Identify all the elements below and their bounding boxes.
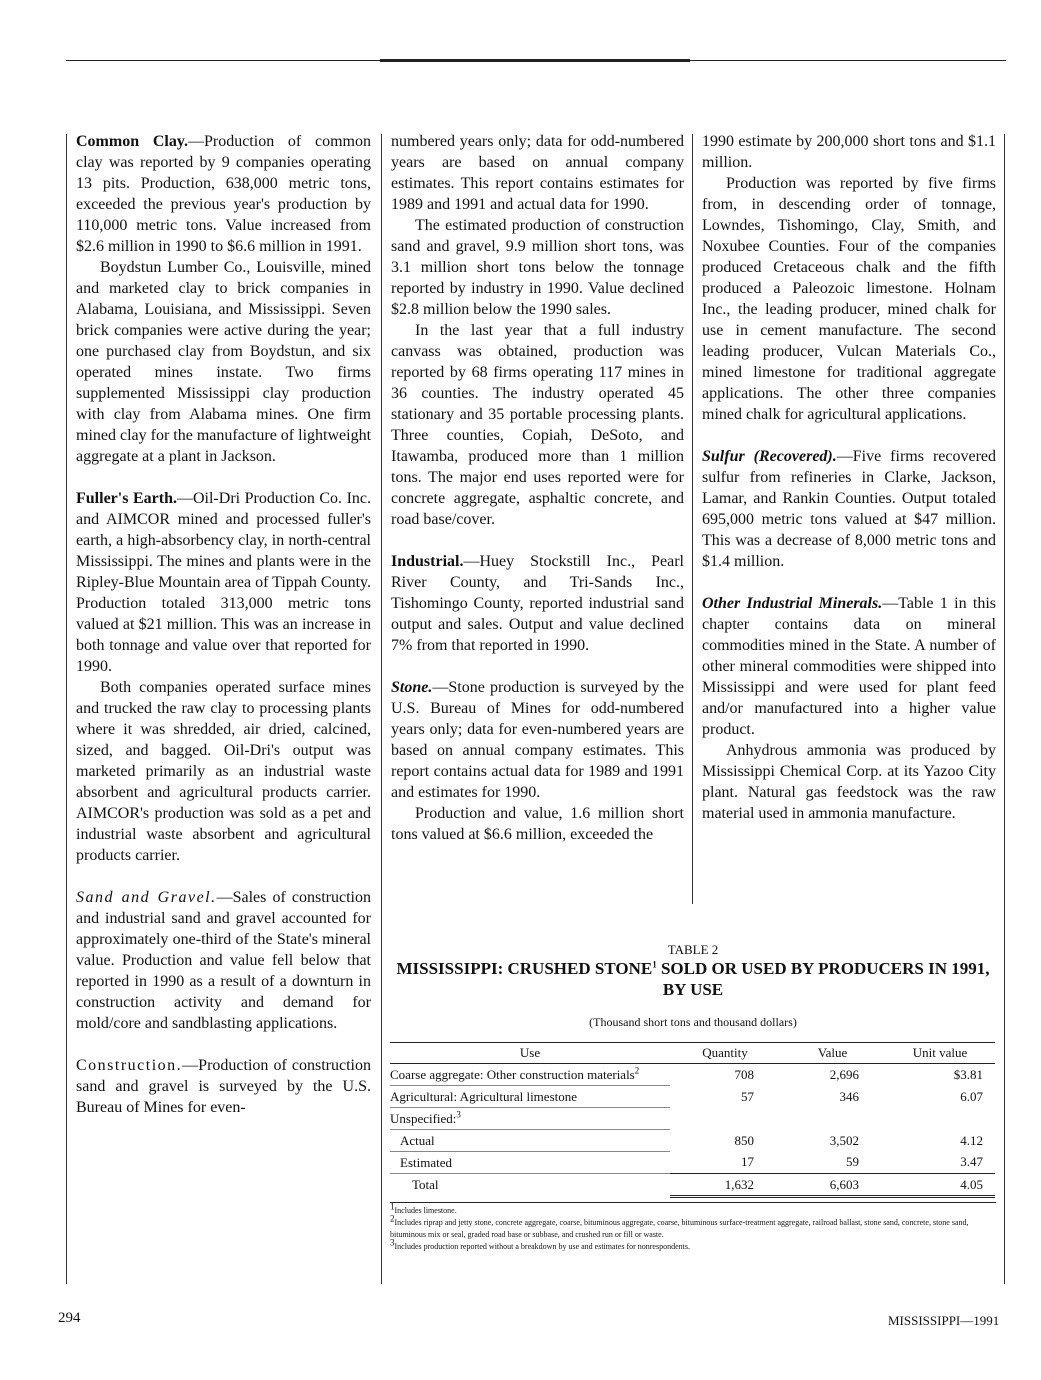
stone-para-4: Production was reported by five firms from, in descending order of tonnage, Lowndes, Tishomingo, Clay, Smith, and Noxubee Counties. Four of the companies produced Cretaceous chalk and the fifth produced a Paleozoic limestone. Holnam Inc., the leading producer, mined chalk for use in cement manufacture. The second leading producer, Vulcan Materials Co., mined limestone for traditional aggregate applications. The other three companies mined chalk for agricultural applications.: [702, 175, 996, 423]
running-title: MISSISSIPPI—1991: [888, 1313, 1000, 1328]
column-divider-2: [692, 134, 693, 904]
table-row: [390, 1152, 995, 1174]
table-row: [390, 1130, 995, 1152]
column-3: [702, 131, 996, 824]
row-unit-value: 6.07: [960, 1088, 983, 1104]
common-clay-para-2: Boydstun Lumber Co., Louisville, mined and marketed clay to brick companies in Alabama, Louisiana, and Mississippi. Seven brick companies were active during the year; one purchased clay from Boydstun, and six operated mines instate. Two firms supplemented Mississippi clay production with clay from Alabama mines. One firm mined clay for the manufacture of lightweight aggregate at a plant in Jackson.: [76, 259, 372, 465]
row-quantity: 850: [734, 1132, 754, 1148]
page-number: 294: [58, 1310, 81, 1326]
footnote-3: $^3$Includes production reported without a breakdown by use and estimates for nonrespondents.: [390, 1237, 690, 1251]
stone-para-2: Production and value, 1.6 million short tons valued at $6.6 million, exceeded the: [391, 805, 684, 843]
construction-para-1: Construction.—Production of construction sand and gravel is surveyed by the U.S. Bureau of Mines for even-: [76, 1057, 371, 1116]
row-value: 59: [846, 1154, 859, 1170]
table-body: [390, 1042, 995, 1198]
table-row: [390, 1108, 995, 1130]
footnote-2: $^2$Includes riprap and jetty stone, concrete aggregate, coarse, bituminous aggregate, coarse, bituminous surface-treatment aggregate, railroad ballast, stone sand, concrete, stone sand, bituminous mix or seal, graded road base or subbase, and crushed run or fill or waste.: [390, 1213, 969, 1239]
common-clay-heading: Common Clay.: [76, 133, 188, 150]
fullers-earth-para-2: Both companies operated surface mines and trucked the raw clay to processing plants where it was shredded, air dried, calcined, sized, and bagged. Oil-Dri's output was marketed primarily as an industrial waste absorbent and agricultural products carrier. AIMCOR's production was sold as a pet and industrial waste absorbent and agricultural products carrier.: [76, 679, 371, 864]
fullers-earth-heading: Fuller's Earth.: [76, 490, 177, 507]
stone-heading: Stone.: [391, 679, 433, 696]
row-unit-value: 3.47: [960, 1154, 983, 1170]
table-footnotes: [390, 1202, 996, 1253]
industrial-heading: Industrial.: [391, 553, 464, 570]
top-rule-thick: [380, 59, 690, 62]
table-label: TABLE 2: [667, 942, 719, 957]
row-value: 2,696: [829, 1066, 859, 1082]
header-quantity: Quantity: [670, 1043, 780, 1064]
header-use: Use: [390, 1043, 670, 1064]
row-unit-value: [885, 1108, 995, 1130]
other-minerals-para-2: Anhydrous ammonia was produced by Mississippi Chemical Corp. at its Yazoo City plant. Natural gas feedstock was the raw material used in ammonia manufacture.: [702, 742, 996, 822]
column-divider-1: [381, 134, 382, 1284]
row-value: [780, 1108, 885, 1130]
table-2: [390, 942, 996, 1253]
construction-para-2: numbered years only; data for odd-numbered years are based on annual company estimates. This report contains estimates for 1989 and 1991 and actual data for 1990.: [391, 133, 684, 213]
sand-gravel-heading: Sand and Gravel.: [76, 889, 217, 906]
row-unit-value: 4.12: [960, 1132, 983, 1148]
construction-para-3: The estimated production of construction sand and gravel, 9.9 million short tons, was 3.1 million short tons below the tonnage reported by industry in 1990. Value declined $2.8 million below the 1990 sales.: [391, 217, 684, 318]
row-quantity: 1,632: [670, 1174, 780, 1197]
column-divider-right: [1004, 134, 1005, 1284]
row-use: Agricultural: Agricultural limestone: [390, 1086, 670, 1108]
sulfur-heading: Sulfur (Recovered).: [702, 448, 837, 465]
column-1: [76, 131, 371, 1118]
row-quantity: 708: [734, 1066, 754, 1082]
row-value: 3,502: [829, 1132, 859, 1148]
table-header-row: [390, 1043, 995, 1064]
row-unit-value: $3.81: [953, 1066, 983, 1082]
table-row: [390, 1086, 995, 1108]
row-value: 6,603: [780, 1174, 885, 1197]
row-quantity: 17: [741, 1154, 754, 1170]
row-use: Estimated: [390, 1152, 670, 1174]
sand-gravel-para-1: Sand and Gravel.—Sales of construction and industrial sand and gravel accounted for approximately one-third of the State's mineral value. Production and value fell below that reported in 1990 as a result of a downturn in construction activity and demand for mold/core and sandblasting applications.: [76, 889, 371, 1032]
row-quantity: [670, 1108, 780, 1130]
row-quantity: 57: [741, 1088, 754, 1104]
row-value: 346: [839, 1088, 859, 1104]
common-clay-para-1: Common Clay.—Production of common clay was reported by 9 companies operating 13 pits. Production, 638,000 metric tons, exceeded the previous year's production by 110,000 metric tons. Value increased from $2.6 million in 1990 to $6.6 million in 1991.: [76, 133, 371, 255]
footnote-1: $^1$Includes limestone.: [390, 1201, 457, 1215]
row-use: Coarse aggregate: Other construction materials$^2$: [390, 1064, 670, 1086]
header-unit-value: Unit value: [885, 1043, 995, 1064]
table-title: MISSISSIPPI: CRUSHED STONE$^1$ SOLD OR USED BY PRODUCERS IN 1991, BY USE: [396, 959, 990, 999]
construction-para-4: In the last year that a full industry canvass was obtained, production was reported by 68 firms operating 117 mines in 36 counties. The industry operated 45 stationary and 35 portable processing plants. Three counties, Copiah, DeSoto, and Itawamba, produced more than 1 million tons. The major end uses reported were for concrete aggregate, asphaltic concrete, and road base/cover.: [391, 322, 684, 528]
column-2: [391, 131, 684, 845]
row-unit-value: 4.05: [885, 1174, 995, 1197]
construction-heading: Construction.: [76, 1057, 183, 1074]
stone-para-3: 1990 estimate by 200,000 short tons and $1.1 million.: [702, 133, 996, 171]
industrial-para-1: Industrial.—Huey Stockstill Inc., Pearl River County, and Tri-Sands Inc., Tishomingo County, reported industrial sand output and sales. Output and value declined 7% from that reported in 1990.: [391, 553, 684, 654]
table-units: (Thousand short tons and thousand dollars): [589, 1015, 797, 1029]
row-use: Total: [412, 1177, 439, 1193]
table-row-total: [390, 1174, 995, 1197]
fullers-earth-para-1: Fuller's Earth.—Oil-Dri Production Co. Inc. and AIMCOR mined and processed fuller's earth, a high-absorbency clay, in north-central Mississippi. The mines and plants were in the Ripley-Blue Mountain area of Tippah County. Production totaled 313,000 metric tons valued at $21 million. This was an increase in both tonnage and value over that reported for 1990.: [76, 490, 372, 675]
column-divider-left: [66, 134, 67, 1284]
other-minerals-heading: Other Industrial Minerals.: [702, 595, 883, 612]
table-row: [390, 1064, 995, 1086]
row-use: Actual: [390, 1130, 670, 1152]
other-minerals-para-1: Other Industrial Minerals.—Table 1 in this chapter contains data on mineral commodities mined in the State. A number of other mineral commodities were shipped into Mississippi and were used for plant feed and/or manufactured into a higher value product.: [702, 595, 996, 738]
row-use: Unspecified:$^3$: [390, 1108, 670, 1130]
header-value: Value: [780, 1043, 885, 1064]
sulfur-para-1: Sulfur (Recovered).—Five firms recovered sulfur from refineries in Clarke, Jackson, Lamar, and Rankin Counties. Output totaled 695,000 metric tons valued at $47 million. This was a decrease of 8,000 metric tons and $1.4 million.: [702, 448, 996, 570]
stone-para-1: Stone.—Stone production is surveyed by the U.S. Bureau of Mines for odd-numbered years only; data for even-numbered years are based on annual company estimates. This report contains actual data for 1989 and 1991 and estimates for 1990.: [391, 679, 684, 801]
